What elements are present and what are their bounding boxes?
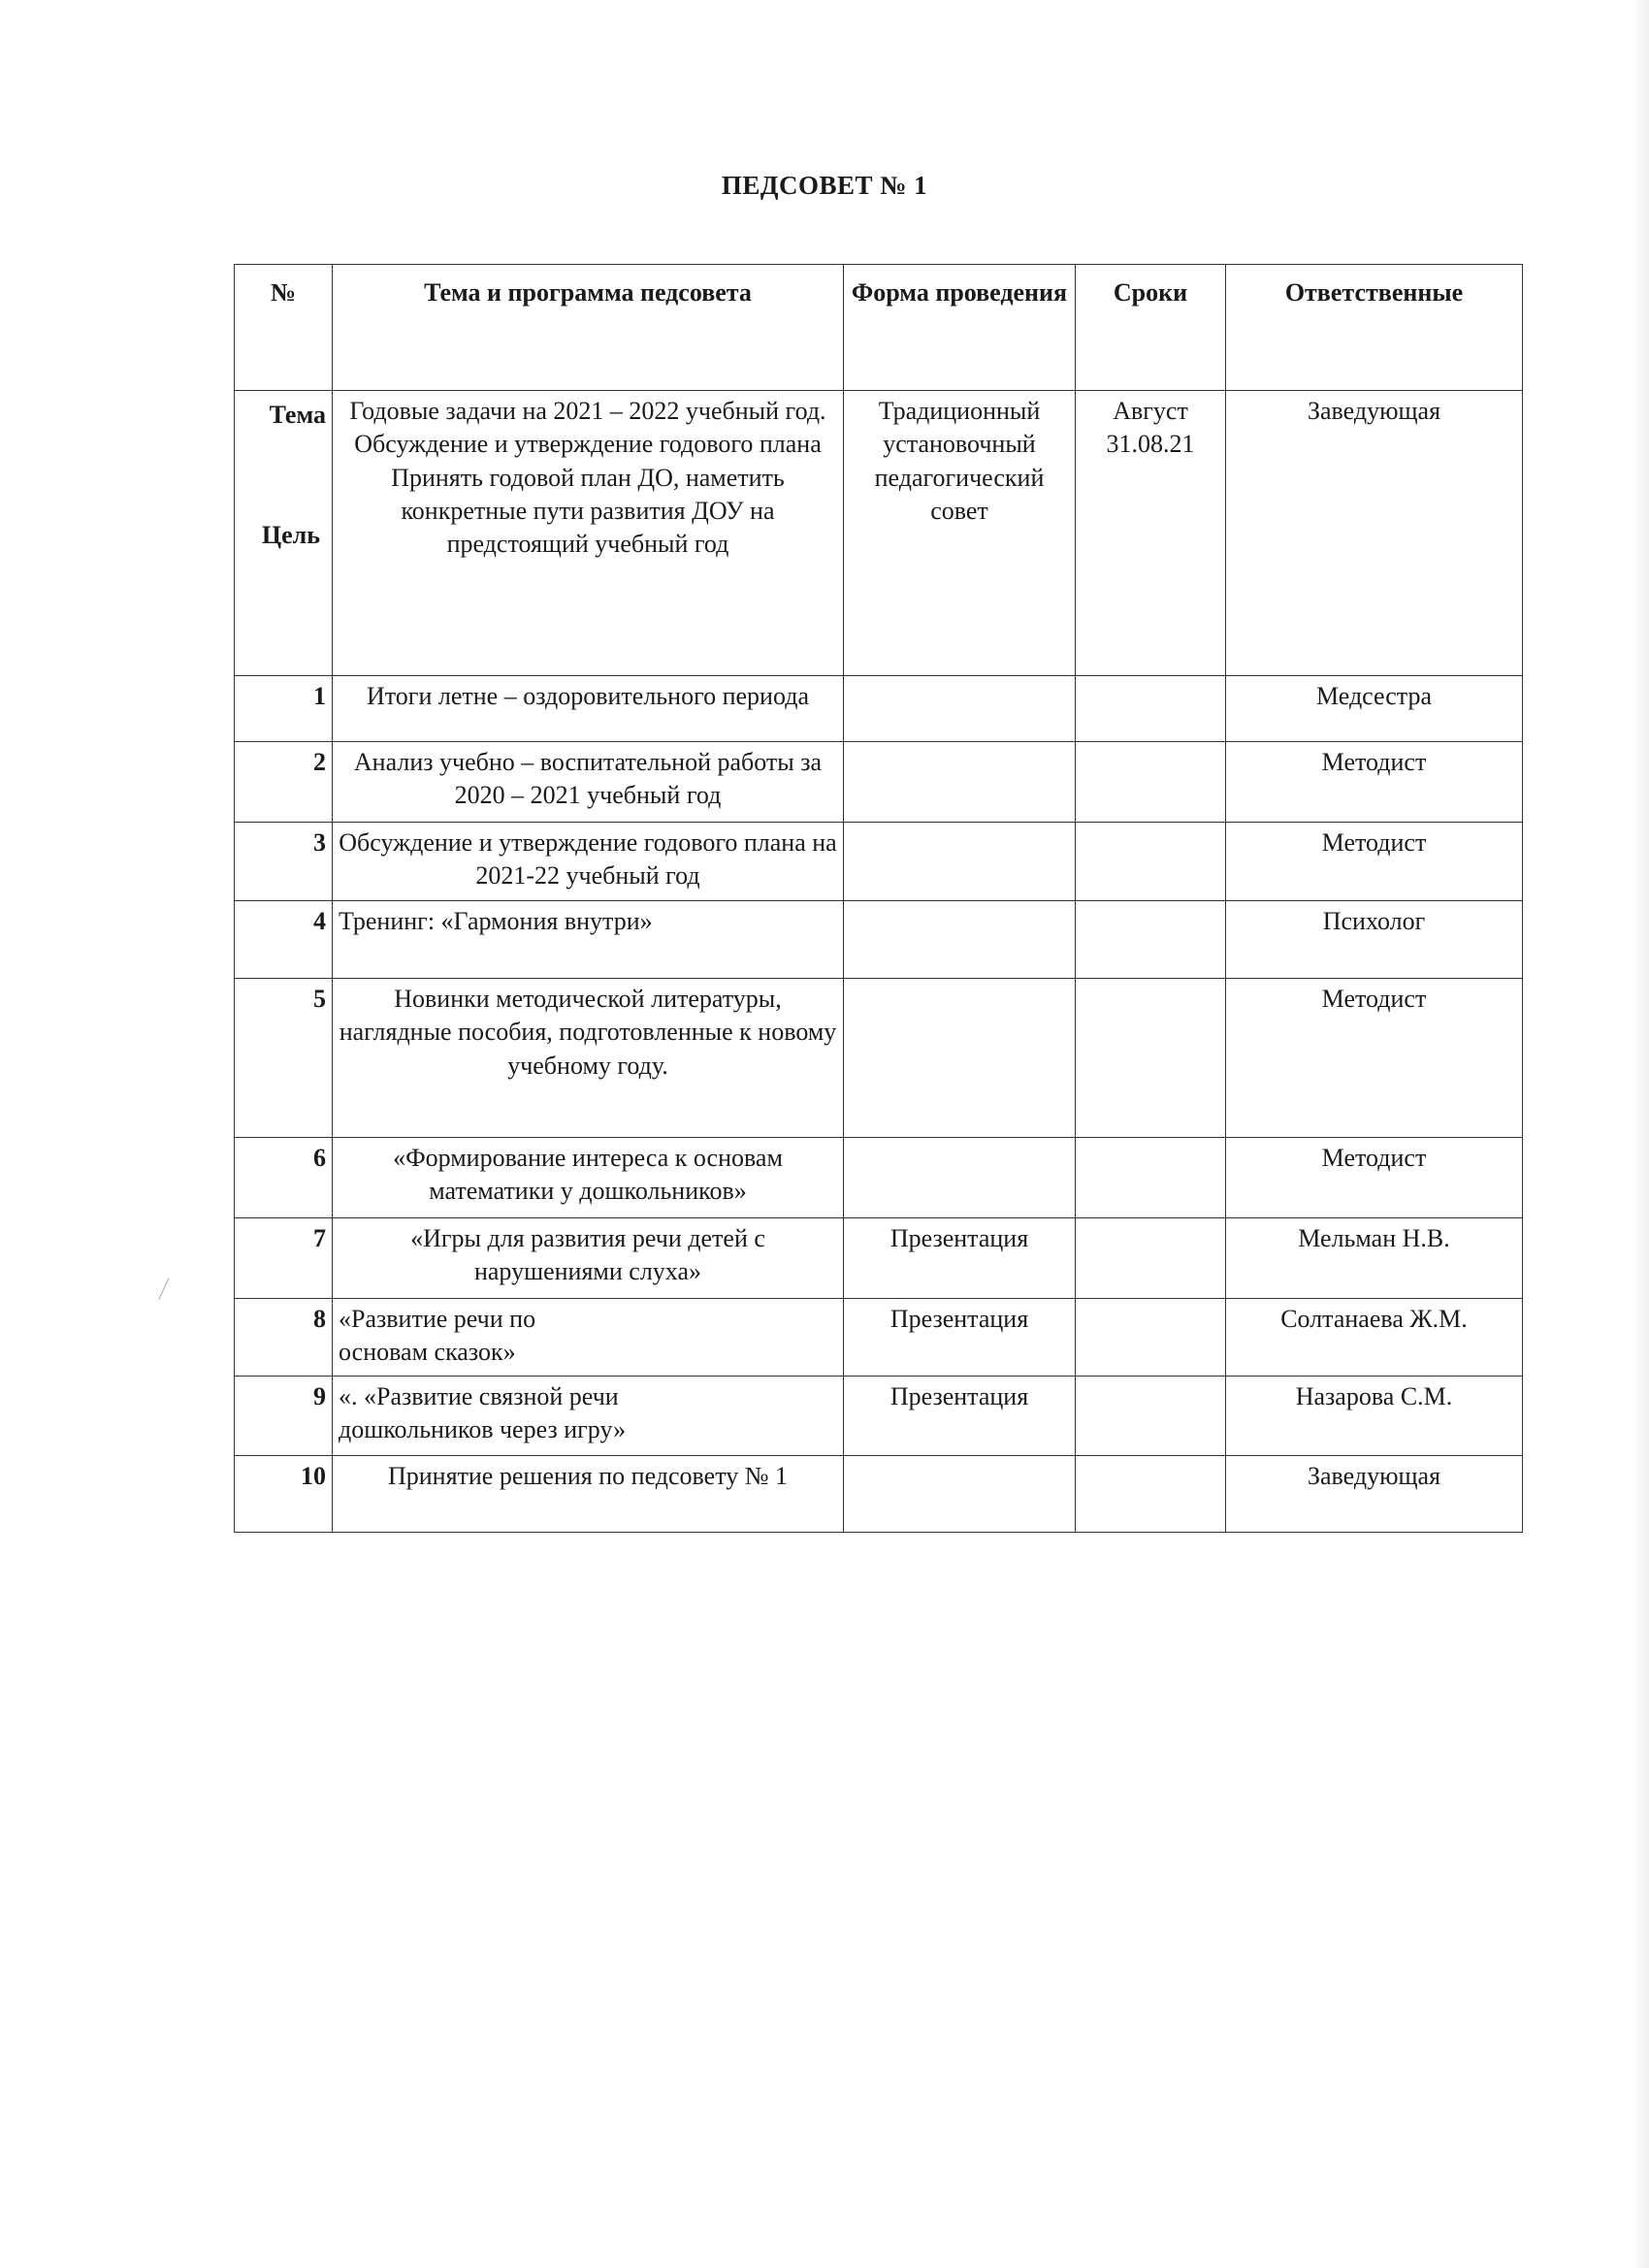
row-num: 5 [235,979,333,1138]
row-num: 3 [235,823,333,901]
row-num: 1 [235,676,333,742]
row-responsible: Психолог [1226,901,1523,979]
row-topic: Новинки методической литературы, наглядные пособия, подготовленные к новому учебному году. [333,979,844,1138]
row-responsible: Заведующая [1226,1456,1523,1533]
row-form: Презентация [844,1377,1076,1456]
main-topic: Годовые задачи на 2021 – 2022 учебный год. Обсуждение и утверждение годового плана [349,397,826,459]
row-topic-cell [333,1299,844,1377]
table-header-row [235,265,1523,391]
row-num: 8 [235,1299,333,1377]
table-row [235,742,1523,823]
table-row [235,1138,1523,1218]
table-row [235,676,1523,742]
row-topic-cell [333,1377,844,1456]
row-responsible: Назарова С.М. [1226,1377,1523,1456]
main-form: Традиционный установочный педагогический совет [844,391,1076,676]
row-form [844,742,1076,823]
row-topic-line: основам сказок» [339,1338,516,1367]
row-num: 4 [235,901,333,979]
main-term-date: 31.08.21 [1106,430,1195,459]
row-responsible: Мельман Н.В. [1226,1218,1523,1299]
row-form [844,676,1076,742]
row-term [1076,1138,1226,1218]
row-form: Презентация [844,1218,1076,1299]
row-topic: «Формирование интереса к основам математики у дошкольников» [333,1138,844,1218]
row-form [844,1138,1076,1218]
row-form [844,979,1076,1138]
label-cel: Цель [261,521,320,549]
row-term [1076,823,1226,901]
table-row [235,823,1523,901]
row-term [1076,1299,1226,1377]
row-form [844,901,1076,979]
row-term [1076,901,1226,979]
row-form [844,1456,1076,1533]
row-topic: «Игры для развития речи детей с нарушениями слуха» [333,1218,844,1299]
header-topic: Тема и программа педсовета [333,265,844,391]
table-row [235,1456,1523,1533]
row-num: 6 [235,1138,333,1218]
pedsovet-table [234,264,1523,1533]
row-form: Презентация [844,1299,1076,1377]
row-num: 10 [235,1456,333,1533]
row-term [1076,979,1226,1138]
row-num: 7 [235,1218,333,1299]
table-row [235,1299,1523,1377]
row-topic: Анализ учебно – воспитательной работы за 2020 – 2021 учебный год [333,742,844,823]
main-responsible: Заведующая [1226,391,1523,676]
row-responsible: Методист [1226,823,1523,901]
row-topic: Принятие решения по педсовету № 1 [333,1456,844,1533]
table-row-main [235,391,1523,676]
header-term: Сроки [1076,265,1226,391]
row-form [844,823,1076,901]
main-goal: Принять годовой план ДО, наметить конкретные пути развития ДОУ на предстоящий учебный год [391,463,785,559]
row-responsible: Методист [1226,979,1523,1138]
main-term-cell [1076,391,1226,676]
row-term [1076,676,1226,742]
table-row [235,901,1523,979]
page-edge-shadow [1632,0,1649,2268]
row-responsible: Солтанаева Ж.М. [1226,1299,1523,1377]
label-tema: Тема [269,401,326,429]
row-topic: Итоги летне – оздоровительного периода [333,676,844,742]
header-num: № [235,265,333,391]
main-term-month: Август [1113,397,1188,425]
main-topic-cell [333,391,844,676]
scan-mark [158,1279,174,1303]
row-responsible: Медсестра [1226,676,1523,742]
row-topic-line: «. «Развитие связной речи [339,1382,619,1410]
row-topic: Обсуждение и утверждение годового плана на 2021-22 учебный год [333,823,844,901]
row-topic-line: «Развитие речи по [339,1305,536,1333]
main-labels-cell [235,391,333,676]
row-topic: Тренинг: «Гармония внутри» [333,901,844,979]
row-term [1076,1456,1226,1533]
header-responsible: Ответственные [1226,265,1523,391]
document-title: ПЕДСОВЕТ № 1 [721,171,928,200]
row-term [1076,1377,1226,1456]
header-form: Форма проведения [844,265,1076,391]
table-row [235,1377,1523,1456]
row-responsible: Методист [1226,1138,1523,1218]
table-row [235,979,1523,1138]
table-row [235,1218,1523,1299]
row-num: 2 [235,742,333,823]
row-term [1076,742,1226,823]
row-num: 9 [235,1377,333,1456]
row-term [1076,1218,1226,1299]
row-topic-line: дошкольников через игру» [339,1415,627,1444]
row-responsible: Методист [1226,742,1523,823]
